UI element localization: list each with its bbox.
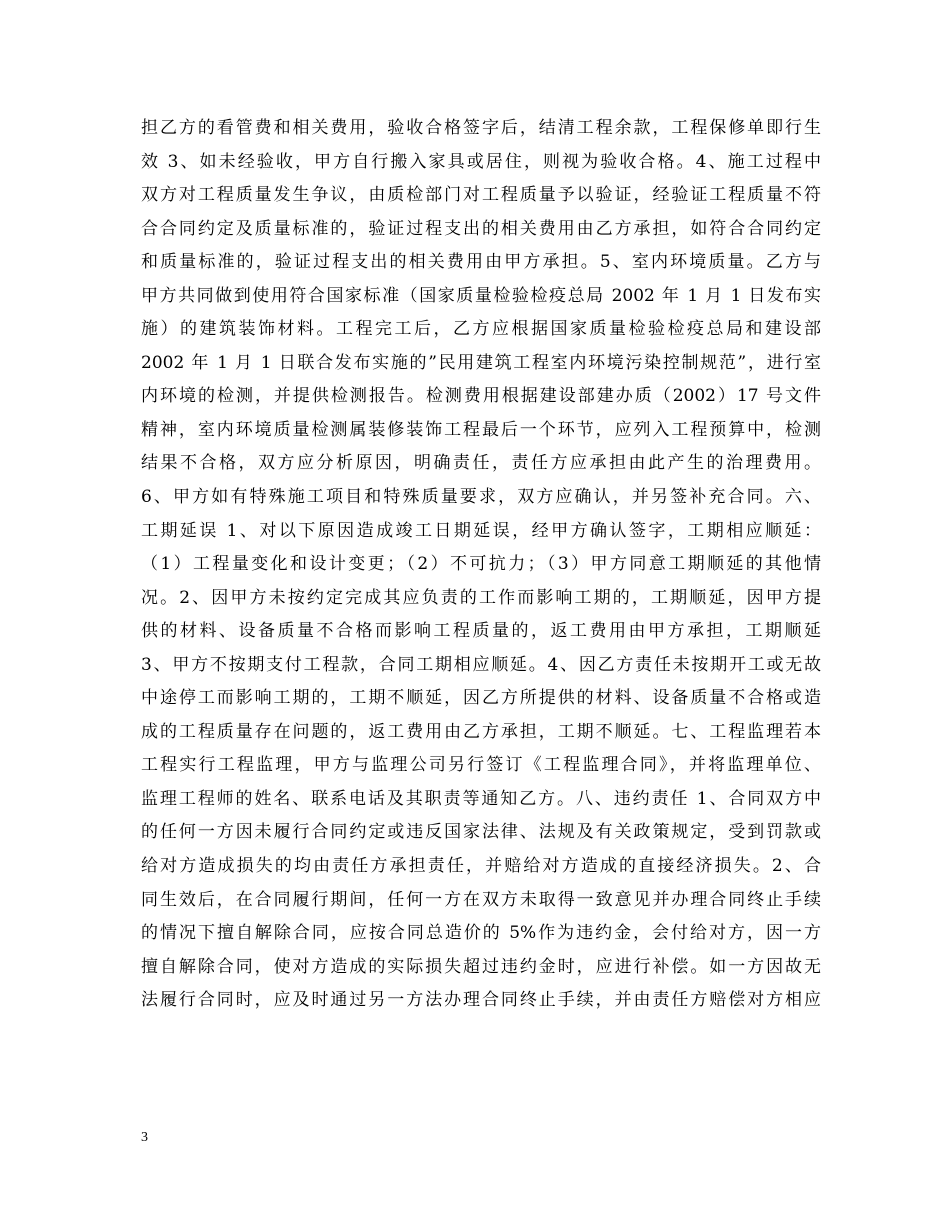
text-line: 成的工程质量存在问题的，返工费用由乙方承担，工期不顺延。七、工程监理若本 — [141, 721, 821, 742]
text-line: 和质量标准的，验证过程支出的相关费用由甲方承担。5、室内环境质量。乙方与 — [141, 252, 821, 273]
text-line: （1）工程量变化和设计变更；（2）不可抗力；（3）甲方同意工期顺延的其他情 — [141, 554, 821, 575]
text-line: 结果不合格，双方应分析原因，明确责任，责任方应承担由此产生的治理费用。 — [141, 453, 821, 474]
text-line: 双方对工程质量发生争议，由质检部门对工程质量予以验证，经验证工程质量不符 — [141, 185, 821, 206]
text-line: 擅自解除合同，使对方造成的实际损失超过违约金时，应进行补偿。如一方因故无 — [141, 956, 821, 977]
text-line: 6、甲方如有特殊施工项目和特殊质量要求，双方应确认，并另签补充合同。六、 — [141, 487, 821, 508]
text-line: 工程实行工程监理，甲方与监理公司另行签订《工程监理合同》，并将监理单位、 — [141, 755, 821, 776]
text-line: 监理工程师的姓名、联系电话及其职责等通知乙方。八、违约责任 1、合同双方中 — [141, 788, 821, 809]
text-line: 担乙方的看管费和相关费用，验收合格签字后，结清工程余款，工程保修单即行生 — [141, 118, 821, 138]
text-line: 的情况下擅自解除合同，应按合同总造价的 5%作为违约金，会付给对方，因一方 — [141, 923, 821, 944]
text-line: 给对方造成损失的均由责任方承担责任，并赔给对方造成的直接经济损失。2、合 — [141, 856, 821, 877]
text-line: 精神，室内环境质量检测属装修装饰工程最后一个环节，应列入工程预算中，检测 — [141, 419, 821, 440]
body-text — [141, 112, 821, 1018]
text-line: 法履行合同时，应及时通过另一方法办理合同终止手续，并由责任方赔偿对方相应 — [141, 990, 821, 1011]
text-line: 合合同约定及质量标准的，验证过程支出的相关费用由乙方承担，如符合合同约定 — [141, 218, 821, 239]
page-number: 3 — [141, 1130, 148, 1145]
text-line: 中途停工而影响工期的，工期不顺延，因乙方所提供的材料、设备质量不合格或造 — [141, 688, 821, 709]
text-line: 的任何一方因未履行合同约定或违反国家法律、法规及有关政策规定，受到罚款或 — [141, 822, 821, 843]
text-line: 2002 年 1 月 1 日联合发布实施的”民用建筑工程室内环境污染控制规范”，进行室 — [141, 352, 821, 373]
text-line: 况。2、因甲方未按约定完成其应负责的工作而影响工期的，工期顺延，因甲方提 — [141, 587, 821, 608]
text-line: 内环境的检测，并提供检测报告。检测费用根据建设部建办质（2002）17 号文件 — [141, 386, 821, 407]
text-line: 供的材料、设备质量不合格而影响工程质量的，返工费用由甲方承担，工期顺延 — [141, 621, 821, 642]
text-line: 同生效后，在合同履行期间，任何一方在双方未取得一致意见并办理合同终止手续 — [141, 889, 821, 910]
text-line: 工期延误 1、对以下原因造成竣工日期延误，经甲方确认签字，工期相应顺延： — [141, 520, 821, 541]
text-line: 施）的建筑装饰材料。工程完工后，乙方应根据国家质量检验检疫总局和建设部 — [141, 319, 821, 340]
text-line: 效 3、如未经验收，甲方自行搬入家具或居住，则视为验收合格。4、施工过程中 — [141, 151, 821, 172]
text-line: 3、甲方不按期支付工程款，合同工期相应顺延。4、因乙方责任未按期开工或无故 — [141, 654, 821, 675]
text-line: 甲方共同做到使用符合国家标准（国家质量检验检疫总局 2002 年 1 月 1 日发布实 — [141, 285, 821, 306]
